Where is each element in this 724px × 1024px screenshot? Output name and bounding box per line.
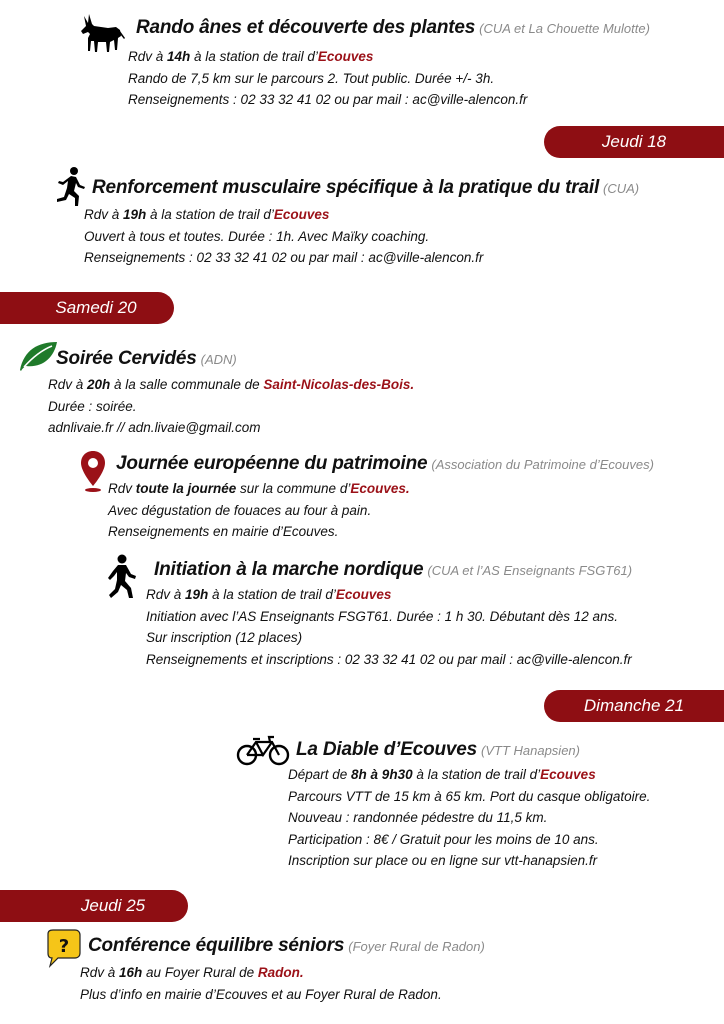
event-title: Initiation à la marche nordique — [154, 559, 424, 580]
event-title: Conférence équilibre séniors — [88, 935, 345, 956]
runner-icon — [52, 166, 86, 215]
event-title: Rando ânes et découverte des plantes — [136, 17, 476, 38]
event-contact: Renseignements : 02 33 32 41 02 ou par mail : ac@ville-alencon.fr — [128, 92, 528, 108]
bicycle-icon — [236, 734, 290, 771]
donkey-icon — [80, 12, 126, 59]
event-detail: Initiation avec l’AS Enseignants FSGT61. Durée : 1 h 30. Débutant dès 12 ans. — [146, 608, 619, 624]
event-title: La Diable d’Ecouves — [296, 739, 477, 760]
event-rdv: Rdv toute la journée sur la commune d’Ecouves. — [108, 481, 410, 496]
event-detail: Ouvert à tous et toutes. Durée : 1h. Avec Maïky coaching. — [84, 228, 430, 244]
event-organizer: (ADN) — [200, 352, 237, 367]
event-detail: Avec dégustation de fouaces au four à pain. — [108, 502, 372, 518]
event-detail-new: Nouveau : randonnée pédestre du 11,5 km. — [288, 810, 548, 826]
event-rdv: Rdv à 19h à la station de trail d’Ecouves — [146, 587, 392, 602]
event-detail: Rando de 7,5 km sur le parcours 2. Tout public. Durée +/- 3h. — [128, 70, 495, 86]
event-rdv: Rdv à 16h au Foyer Rural de Radon. — [80, 965, 304, 980]
event-contact: Plus d’info en mairie d’Ecouves et au Foyer Rural de Radon. — [80, 986, 442, 1002]
event-price: Participation : 8€ / Gratuit pour les moins de 10 ans. — [288, 831, 599, 847]
event-detail: Parcours VTT de 15 km à 65 km. Port du casque obligatoire. — [288, 788, 651, 804]
event-organizer: (Foyer Rural de Radon) — [348, 939, 485, 954]
event-contact: Renseignements en mairie d’Ecouves. — [108, 524, 339, 540]
event-rdv: Rdv à 14h à la station de trail d’Ecouves — [128, 49, 374, 64]
event-contact: Renseignements : 02 33 32 41 02 ou par mail : ac@ville-alencon.fr — [84, 250, 484, 266]
date-banner-jeudi-25: Jeudi 25 — [0, 890, 188, 922]
walker-icon — [104, 554, 140, 605]
event-contact: Renseignements et inscriptions : 02 33 32 41 02 ou par mail : ac@ville-alencon.fr — [146, 651, 632, 667]
event-rdv: Départ de 8h à 9h30 à la station de trail d’Ecouves — [288, 767, 596, 782]
date-banner-dimanche-21: Dimanche 21 — [544, 690, 724, 722]
event-title: Renforcement musculaire spécifique à la pratique du trail — [92, 177, 600, 198]
event-title: Soirée Cervidés — [56, 348, 197, 369]
event-rdv: Rdv à 19h à la station de trail d’Ecouves — [84, 207, 330, 222]
event-organizer: (VTT Hanapsien) — [481, 743, 580, 758]
question-bubble-icon — [44, 928, 82, 973]
event-detail: Durée : soirée. — [48, 398, 137, 414]
location-pin-icon — [80, 450, 106, 499]
event-rdv: Rdv à 20h à la salle communale de Saint-Nicolas-des-Bois. — [48, 377, 415, 392]
event-organizer: (CUA) — [603, 181, 640, 196]
event-registration: Sur inscription (12 places) — [146, 630, 303, 646]
event-registration: Inscription sur place ou en ligne sur vtt-hanapsien.fr — [288, 853, 598, 869]
leaf-icon — [18, 340, 58, 377]
event-title: Journée européenne du patrimoine — [116, 453, 428, 474]
event-contact: adnlivaie.fr // adn.livaie@gmail.com — [48, 420, 261, 436]
date-banner-jeudi-18: Jeudi 18 — [544, 126, 724, 158]
event-organizer: (Association du Patrimoine d’Ecouves) — [431, 457, 654, 472]
event-organizer: (CUA et l’AS Enseignants FSGT61) — [427, 563, 633, 578]
event-organizer: (CUA et La Chouette Mulotte) — [479, 21, 650, 36]
date-banner-samedi-20: Samedi 20 — [0, 292, 174, 324]
svg-text:?: ? — [58, 936, 70, 957]
